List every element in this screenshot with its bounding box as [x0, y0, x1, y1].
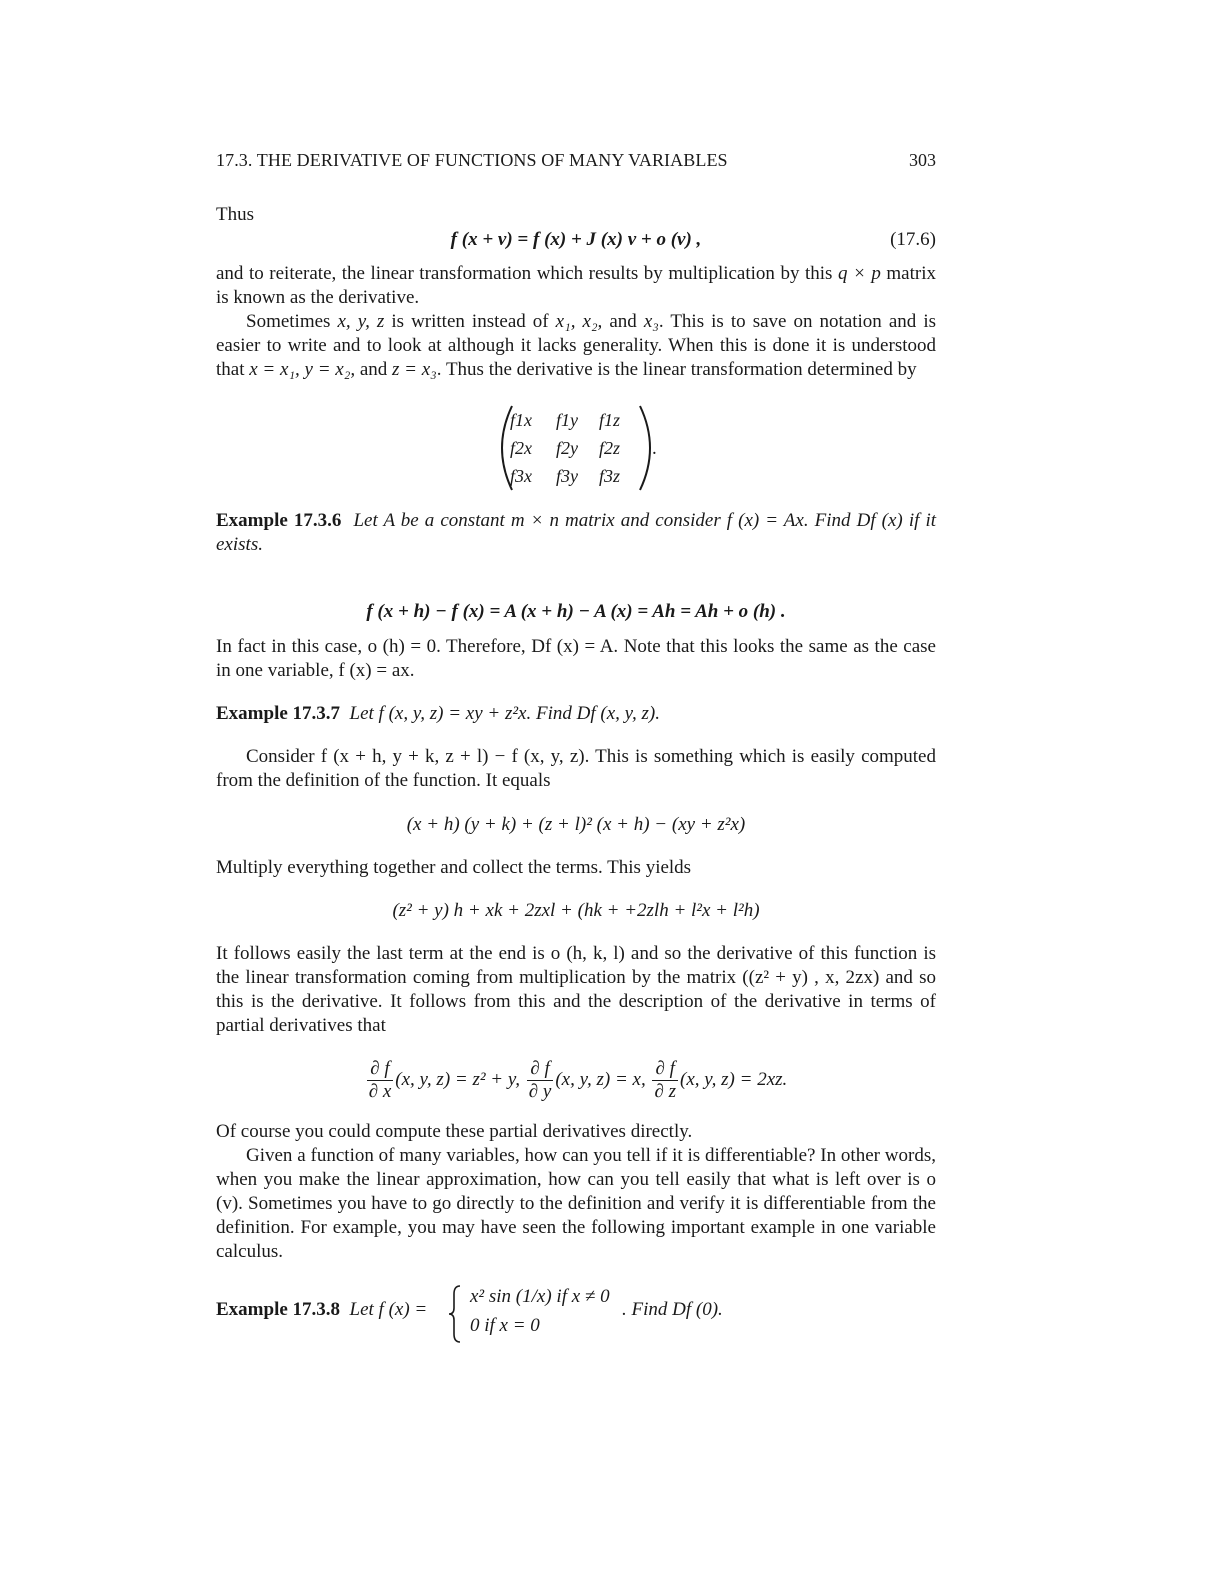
example-tail: . Find Df (0). [622, 1299, 723, 1320]
text-run: and [355, 359, 393, 380]
matrix-cell: f2x [510, 438, 532, 458]
example-lead: Let f (x) = [349, 1299, 428, 1320]
collected-terms-equation [216, 898, 936, 924]
math-run: x, y, z [337, 311, 385, 332]
math-run: q × p [837, 263, 881, 284]
paragraph-directly: Of course you could compute these partial derivatives directly. [216, 1121, 693, 1142]
text-run: . This is to save on notation and is easier to write and to look at although it lacks generality. When this is done it is understood that [216, 311, 937, 380]
running-header [216, 150, 936, 174]
example-17-3-6-remark: In fact in this case, o (h) = 0. Therefore, Df (x) = A. Note that this looks the same as the case in one variable, f (x) = ax. [216, 636, 936, 681]
example-17-3-8 [216, 1282, 936, 1346]
case-zero: 0 if x = 0 [470, 1315, 540, 1336]
example-statement: Let f (x, y, z) = xy + z²x. Find Df (x, y, z). [349, 703, 660, 724]
example-17-3-7 [216, 702, 936, 726]
equation-17-6-body: f (x + v) = f (x) + J (x) v + o (v) , [450, 229, 702, 250]
equation-body: (x + h) (y + k) + (z + l)² (x + h) − (xy + z²x) [406, 814, 746, 835]
text-run: and [602, 311, 644, 332]
partial-fraction-x [367, 1058, 394, 1103]
partial-fraction-z [652, 1058, 678, 1103]
example-statement: Let A be a constant m × n matrix and consider f (x) = Ax. Find Df (x) if it exists. [216, 510, 937, 555]
text-run: and to reiterate, the linear transformation which results by multiplication by this [216, 263, 838, 284]
page-number: 303 [909, 150, 936, 170]
matrix-trailing-period: . [652, 438, 657, 459]
numerator: ∂ f [652, 1058, 678, 1081]
paragraph-notation [216, 310, 936, 382]
math-run: x₃ [643, 311, 659, 332]
partial-fraction-y [527, 1058, 554, 1103]
partial-derivatives-equation [216, 1054, 936, 1106]
matrix-cell: f3x [510, 466, 532, 486]
paragraph-multiply: Multiply everything together and collect the terms. This yields [216, 857, 692, 878]
matrix-cell: f1z [599, 410, 621, 430]
example-label: Example 17.3.8 [216, 1299, 341, 1320]
equation-17-6 [216, 227, 936, 253]
numerator: ∂ f [527, 1058, 554, 1081]
partial-x-rhs: (x, y, z) = z² + y, [395, 1069, 521, 1090]
matrix-cell: f1y [556, 410, 578, 430]
partial-z-rhs: (x, y, z) = 2xz. [680, 1069, 788, 1090]
example-heading [216, 1299, 427, 1321]
matrix-cell: f2z [599, 438, 621, 458]
denominator: ∂ z [654, 1081, 677, 1103]
jacobian-matrix [496, 404, 656, 492]
case-nonzero: x² sin (1/x) if x ≠ 0 [470, 1286, 610, 1307]
equation-body: (z² + y) h + xk + 2zxl + (hk + +2zlh + l²x + l²h) [392, 900, 760, 921]
math-run: x₁, x₂, [555, 311, 603, 332]
equation-body: f (x + h) − f (x) = A (x + h) − A (x) = Ah = Ah + o (h) . [366, 601, 786, 622]
math-run: z = x₃ [392, 359, 437, 380]
text-run: matrix is known as the derivative. [216, 263, 936, 308]
matrix-cell: f3y [556, 466, 578, 486]
section-title: 17.3. THE DERIVATIVE OF FUNCTIONS OF MANY VARIABLES [216, 150, 728, 170]
thus-text: Thus [216, 204, 254, 225]
example-label: Example 17.3.7 [216, 703, 341, 724]
partial-y-rhs: (x, y, z) = x, [555, 1069, 646, 1090]
paragraph-consider: Consider f (x + h, y + k, z + l) − f (x, y, z). This is something which is easily computed from the definition of the function. It equals [216, 746, 936, 791]
paragraph-differentiability: Given a function of many variables, how can you tell if it is differentiable? In other words, when you make the linear approximation, how can you tell easily that what is left over is o (v). Sometimes you have to go directly to the definition and verify it is differentiable from the definition. For example, you may have seen the following important example in one variable calculus. [216, 1145, 936, 1262]
example-label: Example 17.3.6 [216, 510, 342, 531]
example-17-3-6-equation [216, 599, 936, 625]
denominator: ∂ y [528, 1081, 552, 1103]
text-run: Sometimes [246, 311, 338, 332]
math-run: x = x₁, y = x₂, [249, 359, 356, 380]
denominator: ∂ x [368, 1081, 392, 1103]
paragraph-derivative-definition [216, 262, 936, 310]
equation-number: (17.6) [890, 229, 936, 250]
curly-brace [446, 1284, 466, 1344]
expansion-equation [216, 812, 936, 838]
paragraph-follows: It follows easily the last term at the end is o (h, k, l) and so the derivative of this function is the linear transformation coming from multiplication by the matrix ((z² + y) , x, 2zx) and so this is the derivative. It follows from this and the description of the derivative in terms of partial derivatives that [216, 943, 936, 1036]
example-17-3-6 [216, 509, 936, 557]
matrix-cell: f2y [556, 438, 578, 458]
textbook-page [216, 0, 936, 1584]
text-run: . Thus the derivative is the linear transformation determined by [436, 359, 917, 380]
numerator: ∂ f [367, 1058, 394, 1081]
text-run: is written instead of [384, 311, 556, 332]
matrix-cell: f3z [599, 466, 621, 486]
matrix-cell: f1x [510, 410, 532, 430]
